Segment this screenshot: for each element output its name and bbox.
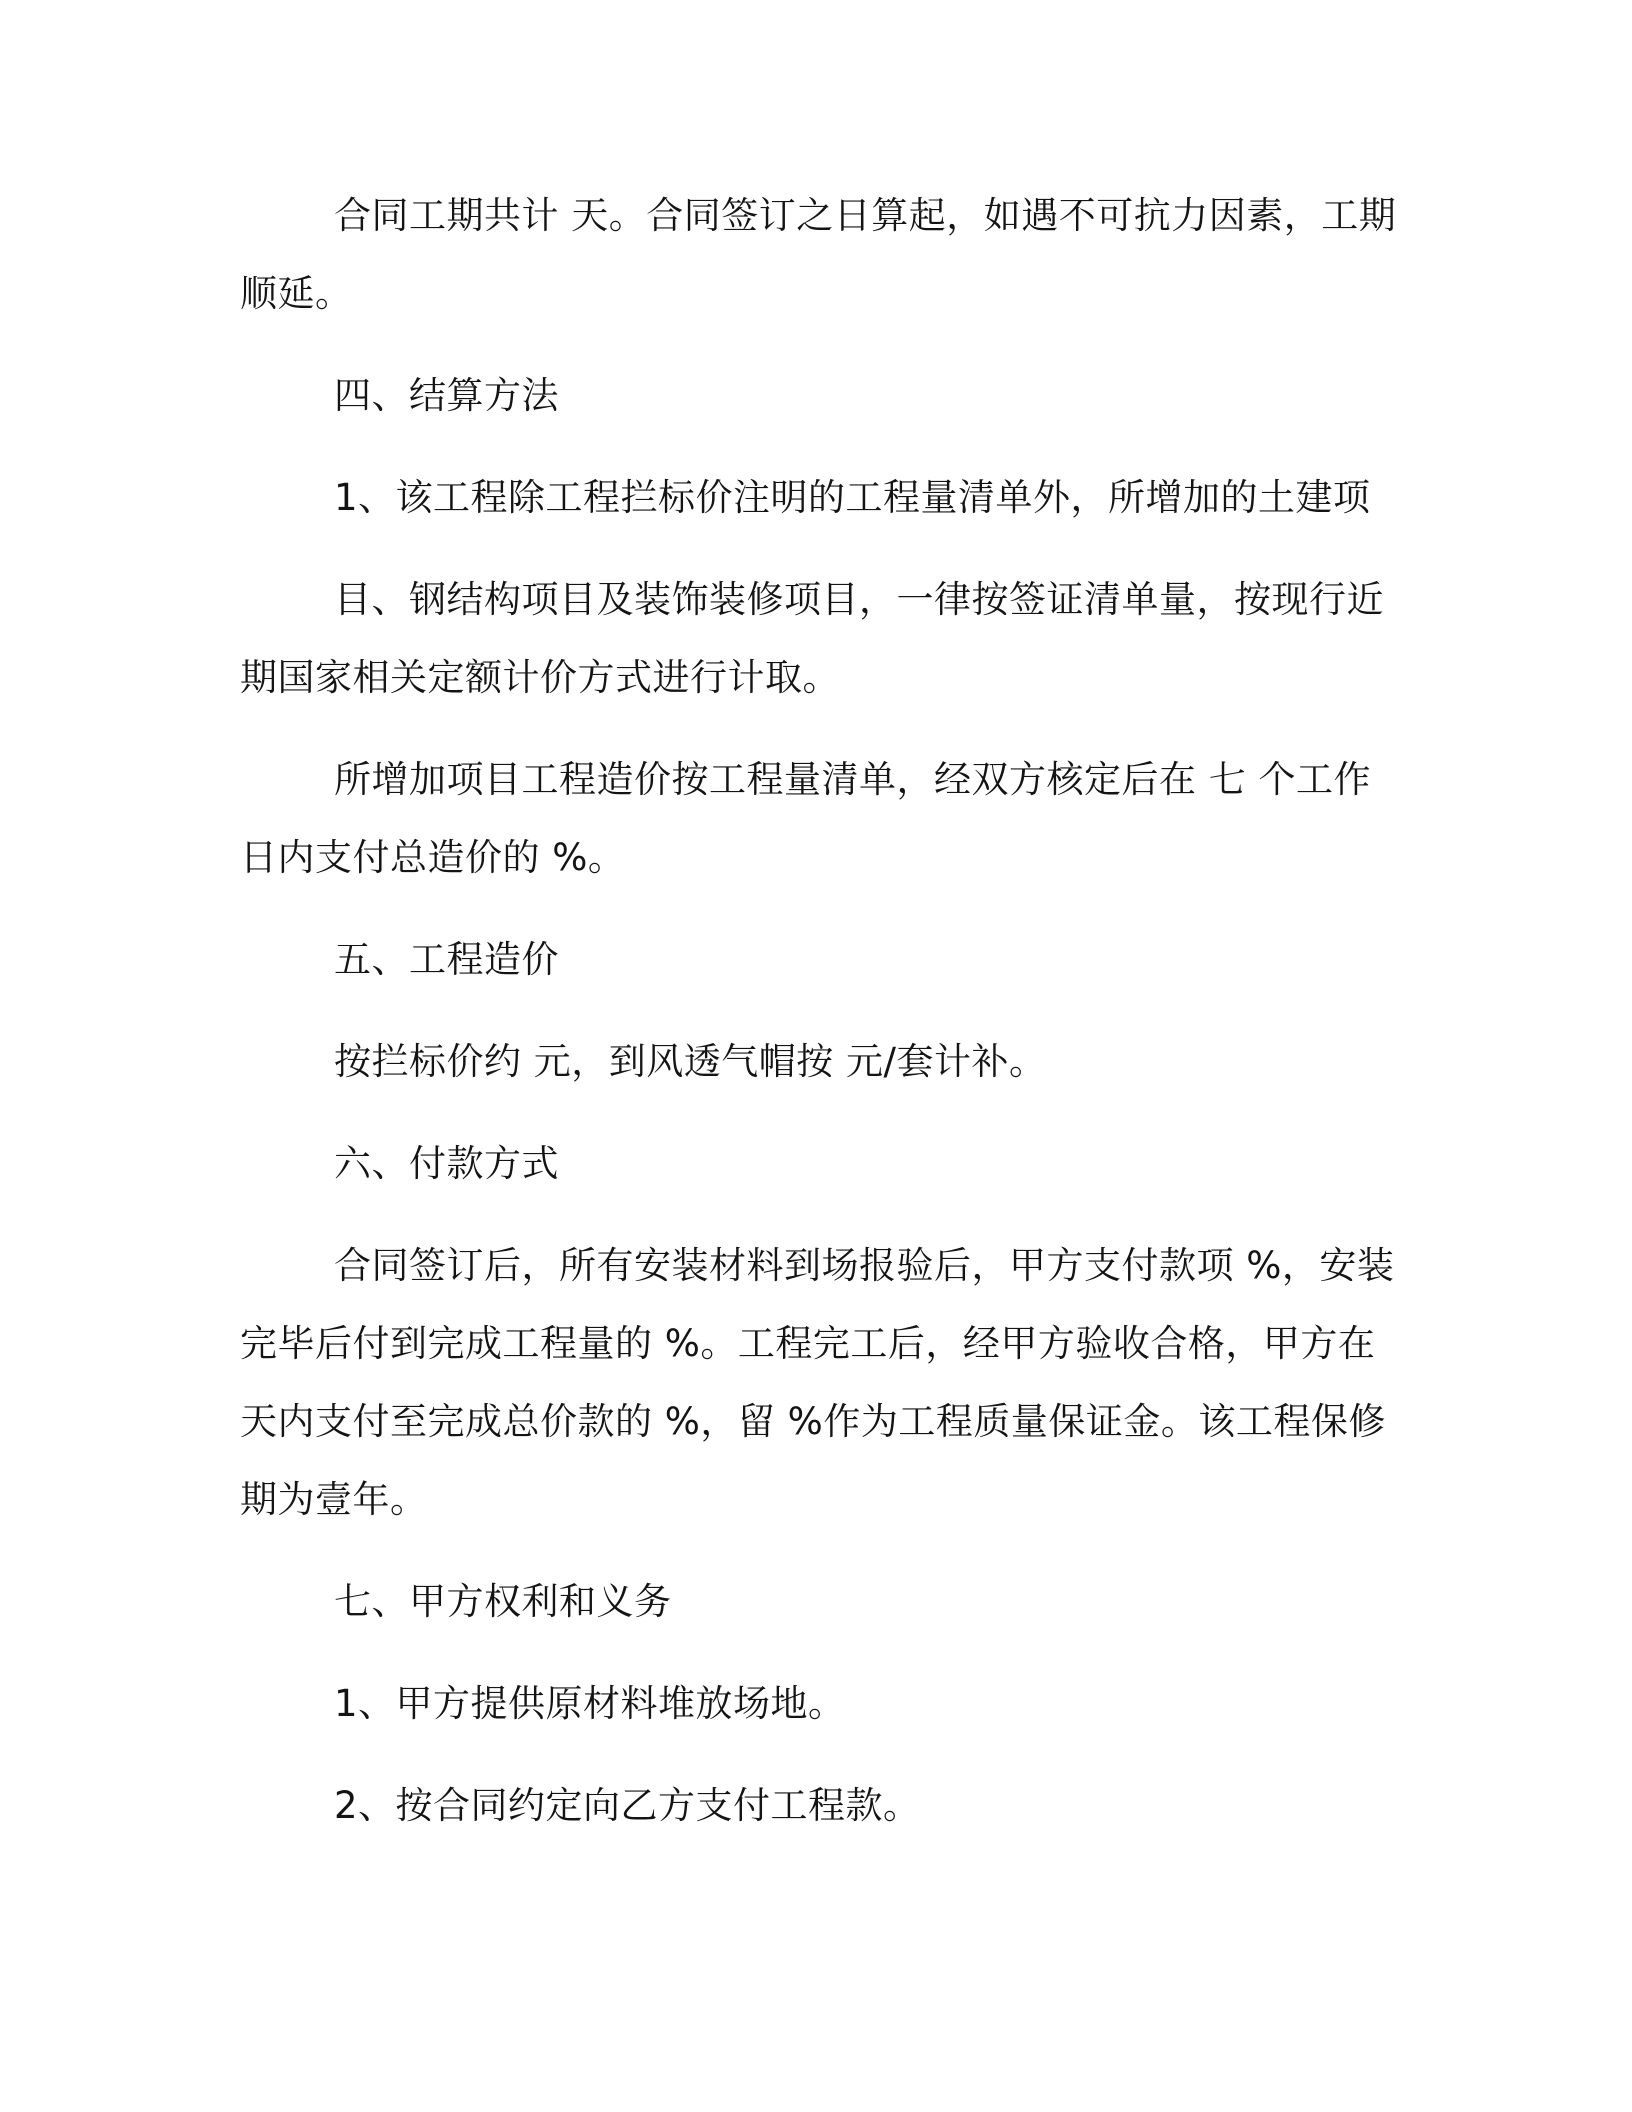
settlement-item-1-line-1: 1、该工程除工程拦标价注明的工程量清单外，所增加的土建项 (334, 476, 1371, 519)
section-heading-settlement: 四、结算方法 (334, 374, 559, 417)
section-heading-party-a-rights: 七、甲方权利和义务 (334, 1580, 672, 1623)
settlement-item-1-line-3: 期国家相关定额计价方式进行计取。 (240, 656, 840, 699)
clause-duration-line-2: 顺延。 (240, 272, 353, 315)
party-a-item-2: 2、按合同约定向乙方支付工程款。 (334, 1784, 921, 1827)
settlement-paragraph-line-2: 日内支付总造价的 %。 (240, 836, 626, 879)
settlement-item-1-line-2: 目、钢结构项目及装饰装修项目，一律按签证清单量，按现行近 (334, 578, 1384, 621)
payment-paragraph-line-1: 合同签订后，所有安装材料到场报验后，甲方支付款项 %，安装 (334, 1244, 1395, 1287)
settlement-paragraph-line-1: 所增加项目工程造价按工程量清单，经双方核定后在 七 个工作 (334, 758, 1372, 801)
party-a-item-1: 1、甲方提供原材料堆放场地。 (334, 1682, 846, 1725)
payment-paragraph-line-3: 天内支付至完成总价款的 %，留 %作为工程质量保证金。该工程保修 (240, 1400, 1386, 1443)
cost-paragraph: 按拦标价约 元，到风透气帽按 元/套计补。 (334, 1040, 1047, 1083)
section-heading-payment: 六、付款方式 (334, 1142, 559, 1185)
payment-paragraph-line-2: 完毕后付到完成工程量的 %。工程完工后，经甲方验收合格，甲方在 (240, 1322, 1376, 1365)
payment-paragraph-line-4: 期为壹年。 (240, 1478, 428, 1521)
section-heading-cost: 五、工程造价 (334, 938, 559, 981)
clause-duration-line-1: 合同工期共计 天。合同签订之日算起，如遇不可抗力因素，工期 (334, 194, 1397, 237)
